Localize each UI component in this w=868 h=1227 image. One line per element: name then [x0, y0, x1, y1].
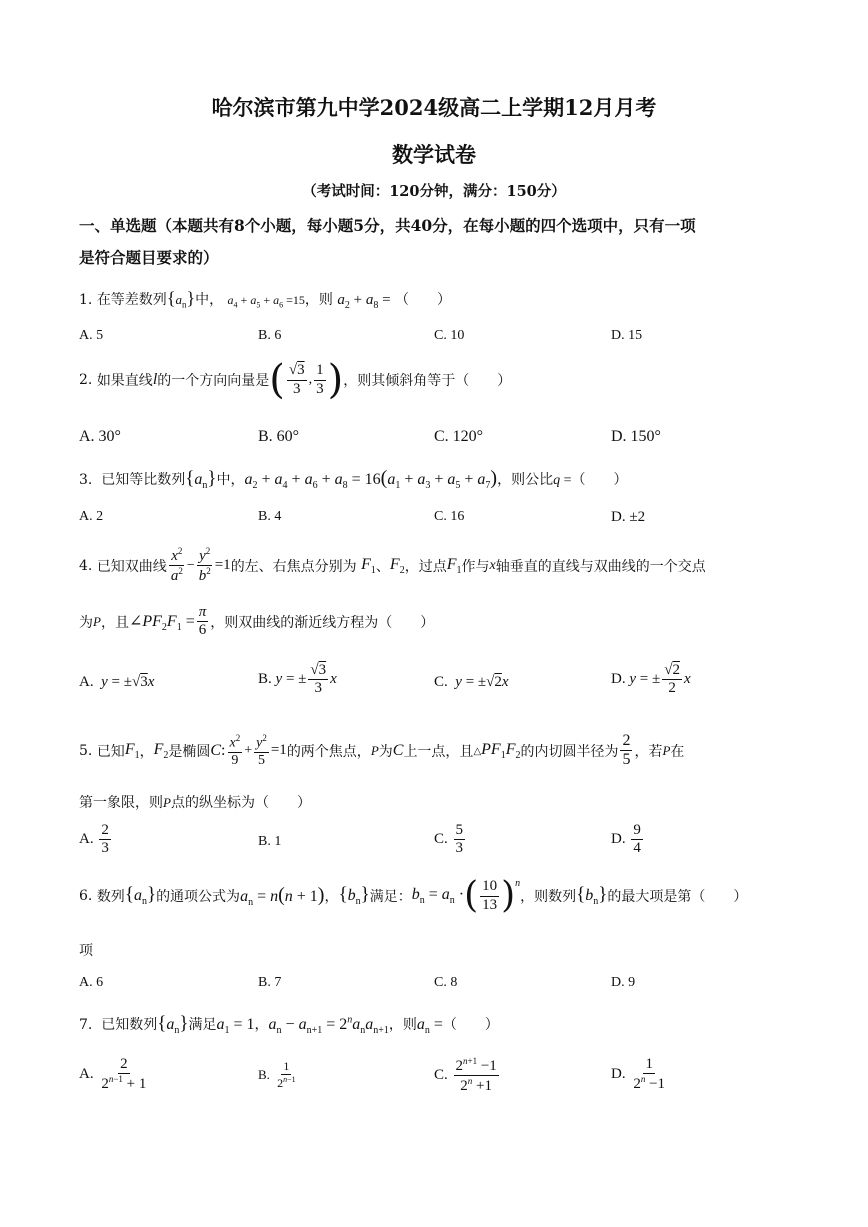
- exam-info: （考试时间：120分钟，满分：150分）: [302, 183, 566, 200]
- option-d: D. $\frac{1}{2^n -1}$: [611, 1056, 666, 1093]
- option-c: C. y = ±√2x: [434, 674, 509, 690]
- section-heading: 一、单选题（本题共有8个小题，每小题5分，共40分，在每小题的四个选项中，只有一项: [79, 216, 696, 235]
- option-d: D. $\frac{9}{4}$: [611, 822, 641, 857]
- question-number: 6.: [79, 888, 93, 904]
- section-heading-cont: 是符合题目要求的）: [79, 248, 219, 267]
- option-c: C. 8: [434, 975, 458, 990]
- option-a: A. 30°: [79, 428, 121, 445]
- option-d: D. y = ± $\frac{√2}{2}$ x: [611, 662, 691, 697]
- option-d: D. 9: [611, 975, 636, 990]
- exam-subtitle: 数学试卷: [392, 142, 476, 167]
- option-c: C. 16: [434, 509, 465, 524]
- question-2: 2. 如果直线 l 的一个方向向量是 ( $\frac{√3}{3}$ , $\frac{1}{3}$ ) ，则其倾斜角等于（ ）: [79, 357, 512, 403]
- question-7: 7. 已知数列$\{a_n\}$满足$a_1 = 1$，$a_n - a_{n+1} = 2^na_na_{n+1}$，则$a_n$ =（ ）: [79, 1013, 499, 1037]
- option-a: A. 2: [79, 509, 104, 524]
- question-6: 6. 数列 $\{a_n\}$ 的通项公式为 $a_n = n(n + 1)$ ， $\{b_n\}$ 满足： $b_n = a_n$ · ( $\frac{10}{13}$ ) $^n$ ，则数列 $\{b_n\}$ 的最大项是第（ ）: [79, 875, 748, 916]
- option-b: B. 6: [258, 328, 282, 343]
- option-b: B. 60°: [258, 428, 300, 445]
- question-5: 5. 已知 $F_1$ ， $F_2$ 是椭圆 C: $\frac{x^2}{9}$ + $\frac{y^2}{5}$ =1 的两个焦点， P 为 C 上一点，且 $\triangle PF_1F_2$ 的内切圆半径为 $\frac{2}{5}$ ，若 P 在: [79, 732, 685, 769]
- option-d: D. 150°: [611, 428, 661, 445]
- option-c: C. $\frac{2^{n+1} -1}{2^n +1}$: [434, 1056, 497, 1095]
- option-c: C. $\frac{5}{3}$: [434, 822, 464, 857]
- question-6-cont: 项: [79, 943, 93, 959]
- question-4: 4. 已知双曲线 $\frac{x^2}{a^2}$ − $\frac{y^2}{b^2}$ =1 的左、右焦点分别为 $F_1$ 、 $F_2$ ，过点 $F_1$ 作与 x 轴垂直的直线与双曲线的一个交点: [79, 546, 706, 585]
- option-b: B. y = ± $\frac{√3}{3}$ x: [258, 662, 337, 697]
- question-number: 5.: [79, 742, 93, 759]
- question-number: 7.: [79, 1017, 93, 1033]
- option-b: B. 7: [258, 975, 282, 990]
- question-number: 3.: [79, 472, 93, 488]
- option-b: B. 4: [258, 509, 282, 524]
- option-a: A. $\frac{2}{3}$: [79, 822, 109, 857]
- option-a: A. 5: [79, 328, 104, 343]
- question-number: 2.: [79, 372, 93, 388]
- option-b: B. 1: [258, 834, 282, 849]
- question-number: 1.: [79, 292, 93, 308]
- option-d: D. 15: [611, 328, 643, 343]
- question-4-cont: 为 P ，且 $\angle PF_2F_1$ = $\frac{\pi}{6}$ ，则双曲线的渐近线方程为（ ）: [79, 604, 435, 639]
- option-a: A. y = ±√3x: [79, 674, 155, 690]
- option-c: C. 120°: [434, 428, 484, 445]
- question-3: 3. 已知等比数列$\{a_n\}$中，$a_2 + a_4 + a_6 + a_8 = 16(a_1 + a_3 + a_5 + a_7)$，则公比q =（ ）: [79, 467, 628, 492]
- question-5-cont: 第一象限，则P点的纵坐标为（ ）: [79, 795, 311, 811]
- question-number: 4.: [79, 557, 93, 574]
- option-d: D. ±2: [611, 509, 646, 525]
- exam-title: 哈尔滨市第九中学2024级高二上学期12月月考: [211, 95, 657, 120]
- option-a: A. $\frac{2}{2^{n-1} + 1}$: [79, 1056, 147, 1093]
- option-a: A. 6: [79, 975, 104, 990]
- option-c: C. 10: [434, 328, 465, 343]
- question-1: 1. 在等差数列$\{a_n\}$中， $a_4 + a_5 + a_6 =15$，则 $a_2 + a_8$ = （ ）: [79, 288, 451, 311]
- option-b: B. $\frac{1}{2^{n-1}}$: [258, 1059, 296, 1090]
